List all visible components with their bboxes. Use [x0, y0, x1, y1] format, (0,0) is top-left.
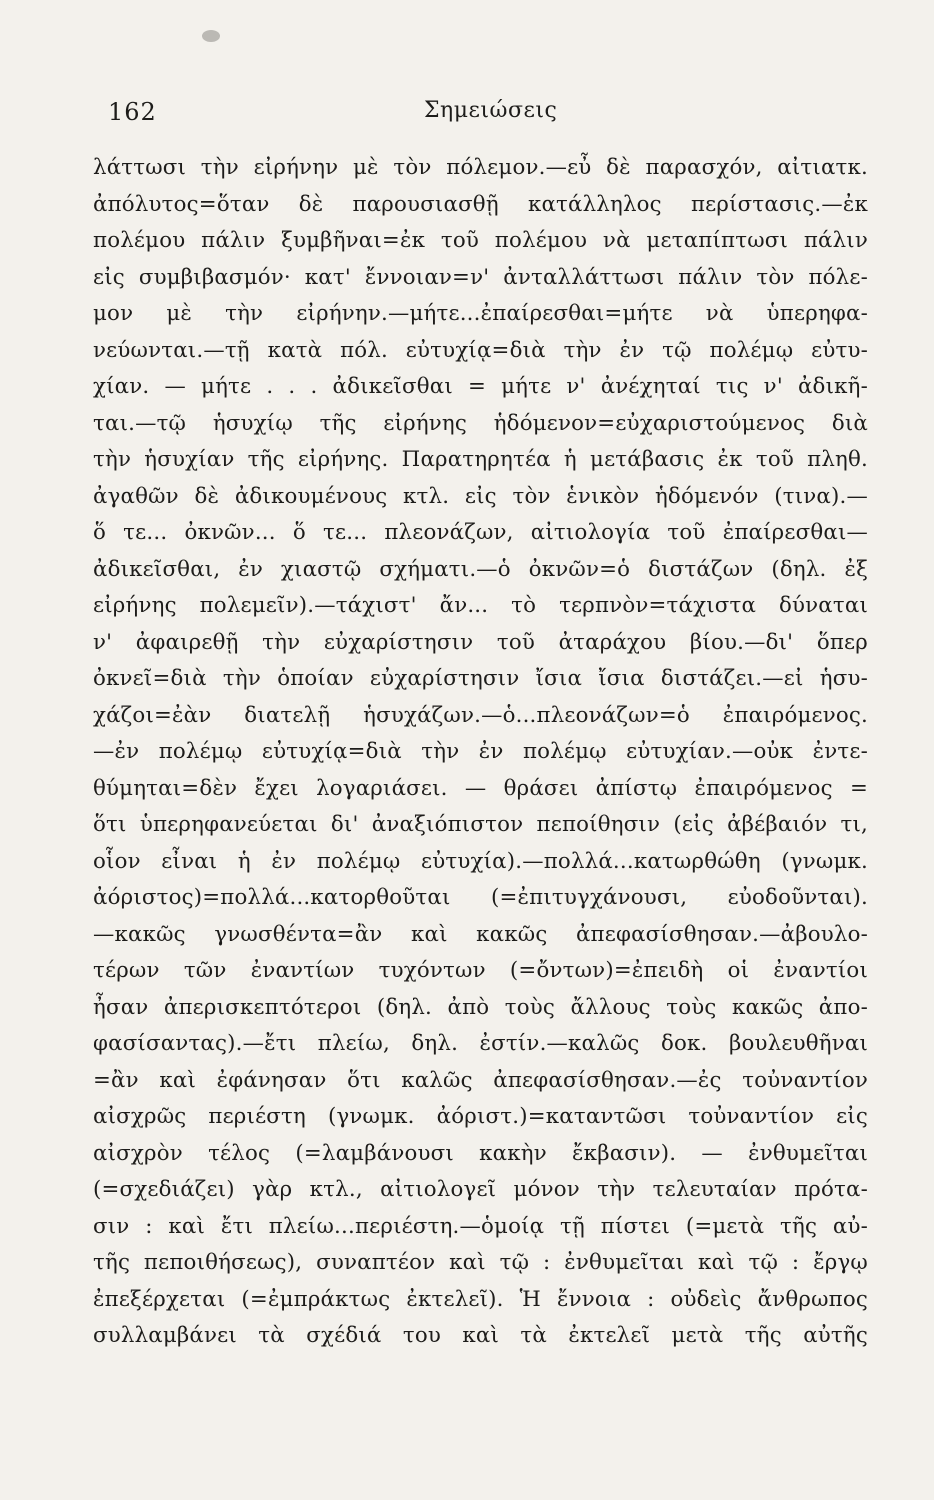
text-line: ν' ἀφαιρεθῇ τὴν εὐχαρίστησιν τοῦ ἀταράχου βίου.—δι' ὅπερ: [93, 629, 868, 655]
text-line: συλλαμβάνει τὰ σχέδιά του καὶ τὰ ἐκτελεῖ μετὰ τῆς αὐτῆς: [93, 1323, 868, 1348]
text-line: τὴν ἡσυχίαν τῆς εἰρήνης. Παρατηρητέα ἡ μετάβασις ἐκ τοῦ πληθ.: [93, 447, 868, 472]
text-line: τῆς πεποιθήσεως), συναπτέον καὶ τῷ : ἐνθυμεῖται καὶ τῷ : ἔργῳ: [93, 1250, 868, 1275]
text-line: οἷον εἶναι ἡ ἐν πολέμῳ εὐτυχία).—πολλά...κατωρθώθη (γνωμκ.: [93, 848, 868, 874]
text-line: αἰσχρὸν τέλος (=λαμβάνουσι κακὴν ἔκβασιν). — ἐνθυμεῖται: [93, 1140, 868, 1166]
text-line: σιν : καὶ ἔτι πλείω...περιέστη.—ὁμοίᾳ τῇ πίστει (=μετὰ τῆς αὐ-: [93, 1213, 868, 1239]
text-line: θύμηται=δὲν ἔχει λογαριάσει. — θράσει ἀπίστῳ ἐπαιρόμενος =: [93, 775, 868, 801]
text-line: μον μὲ τὴν εἰρήνην.—μήτε...ἐπαίρεσθαι=μήτε νὰ ὑπερηφα-: [93, 301, 868, 326]
body-text: [93, 150, 868, 1355]
text-line: εἰρήνης πολεμεῖν).—τάχιστ' ἄν... τὸ τερπνὸν=τάχιστα δύναται: [93, 593, 868, 618]
page-number: 162: [108, 98, 157, 126]
text-line: τέρων τῶν ἐναντίων τυχόντων (=ὄντων)=ἐπειδὴ οἱ ἐναντίοι: [93, 958, 868, 983]
page-header: [108, 98, 873, 134]
text-line: —ἐν πολέμῳ εὐτυχίᾳ=διὰ τὴν ἐν πολέμῳ εὐτυχίαν.—οὐκ ἐντε-: [93, 739, 868, 764]
text-line: ὅτι ὑπερηφανεύεται δι' ἀναξιόπιστον πεποίθησιν (εἰς ἀβέβαιόν τι,: [93, 812, 868, 837]
text-line: ἦσαν ἀπερισκεπτότεροι (δηλ. ἀπὸ τοὺς ἄλλους τοὺς κακῶς ἀπο-: [93, 994, 868, 1020]
text-line: ἀδικεῖσθαι, ἐν χιαστῷ σχήματι.—ὁ ὀκνῶν=ὁ διστάζων (δηλ. ἐξ: [93, 556, 868, 582]
text-line: ἀόριστος)=πολλά...κατορθοῦται (=ἐπιτυγχάνουσι, εὐοδοῦνται).: [93, 885, 868, 910]
text-line: ὅ τε... ὀκνῶν... ὅ τε... πλεονάζων, αἰτιολογία τοῦ ἐπαίρεσθαι—: [93, 520, 868, 545]
text-line: (=σχεδιάζει) γὰρ κτλ., αἰτιολογεῖ μόνον τὴν τελευταίαν πρότα-: [93, 1177, 868, 1202]
text-line: ἀπόλυτος=ὅταν δὲ παρουσιασθῇ κατάλληλος περίστασις.—ἐκ: [93, 191, 868, 217]
text-line: =ἂν καὶ ἐφάνησαν ὅτι καλῶς ἀπεφασίσθησαν.—ἐς τοὐναντίον: [93, 1067, 868, 1093]
text-line: ται.—τῷ ἡσυχίῳ τῆς εἰρήνης ἡδόμενον=εὐχαριστούμενος διὰ: [93, 410, 868, 436]
text-line: ἐπεξέρχεται (=ἐμπράκτως ἐκτελεῖ). Ἡ ἔννοια : οὐδεὶς ἄνθρωπος: [93, 1286, 868, 1312]
text-line: νεύωνται.—τῇ κατὰ πόλ. εὐτυχίᾳ=διὰ τὴν ἐν τῷ πολέμῳ εὐτυ-: [93, 337, 868, 363]
text-line: —κακῶς γνωσθέντα=ἂν καὶ κακῶς ἀπεφασίσθησαν.—ἀβουλο-: [93, 921, 868, 947]
text-line: χίαν. — μήτε . . . ἀδικεῖσθαι = μήτε ν' ἀνέχηταί τις ν' ἀδικῆ-: [93, 374, 868, 399]
text-line: λάττωσι τὴν εἰρήνην μὲ τὸν πόλεμον.—εὖ δὲ παρασχόν, αἰτιατκ.: [93, 155, 868, 180]
text-line: αἰσχρῶς περιέστη (γνωμκ. ἀόριστ.)=καταντῶσι τοὐναντίον εἰς: [93, 1104, 868, 1129]
text-line: πολέμου πάλιν ξυμβῆναι=ἐκ τοῦ πολέμου νὰ μεταπίπτωσι πάλιν: [93, 228, 868, 253]
running-head: Σημειώσεις: [424, 98, 558, 123]
text-line: ἀγαθῶν δὲ ἀδικουμένους κτλ. εἰς τὸν ἑνικὸν ἡδόμενόν (τινα).—: [93, 483, 868, 509]
text-line: φασίσαντας).—ἔτι πλείω, δηλ. ἐστίν.—καλῶς δοκ. βουλευθῆναι: [93, 1031, 868, 1056]
text-line: χάζοι=ἐὰν διατελῇ ἡσυχάζων.—ὁ...πλεονάζων=ὁ ἐπαιρόμενος.: [93, 702, 868, 728]
paper-blemish: [202, 30, 220, 42]
text-line: εἰς συμβιβασμόν· κατ' ἔννοιαν=ν' ἀνταλλάττωσι πάλιν τὸν πόλε-: [93, 264, 868, 290]
text-line: ὀκνεῖ=διὰ τὴν ὁποίαν εὐχαρίστησιν ἴσια ἴσια διστάζει.—εἰ ἡσυ-: [93, 666, 868, 691]
